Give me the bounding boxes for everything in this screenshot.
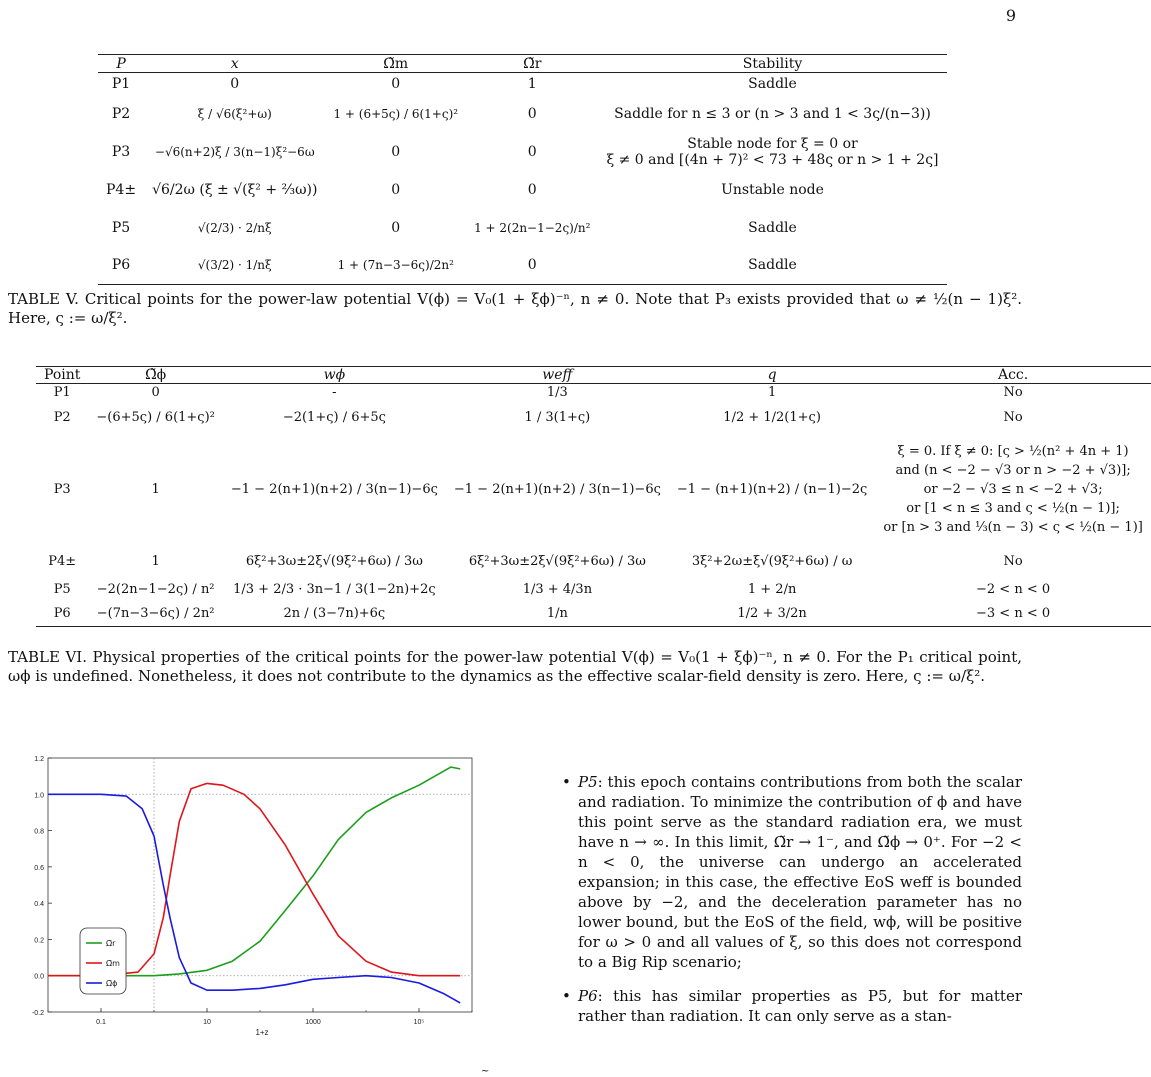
col-header-acc: Acc.: [997, 367, 1029, 383]
x-tick-label: 1000: [305, 1019, 321, 1026]
col-header-x: x: [230, 55, 239, 72]
table-caption: TABLE V. Critical points for the power-law potential V(ϕ) = V₀(1 + ξϕ)⁻ⁿ, n ≠ 0. Note that P₃ exists provided that ω ≠ ½(n − 1)ξ². Here, ς := ω/ξ².: [8, 290, 1022, 327]
x-tick-label: 0.1: [96, 1019, 106, 1026]
col-header-omega-phi: Ω̃ϕ: [145, 367, 167, 383]
x-axis-label: 1+z: [255, 1028, 269, 1037]
table-row: P1 0 - 1/3 1 No: [53, 384, 1023, 400]
x-tick-label: 10: [203, 1019, 211, 1026]
table-caption: TABLE VI. Physical properties of the critical points for the power-law potential V(ϕ) = V₀(1 + ξϕ)⁻ⁿ, n ≠ 0. For the P₁ critical point, ωϕ is undefined. Nonetheless, it does not contribute to the dynamics as the effective scalar-field density is zero. Here, ς := ω/ξ².: [8, 648, 1022, 685]
legend-label: Ω̃r: [106, 939, 116, 948]
y-tick-label: 0.8: [34, 828, 44, 836]
y-tick-label: 0.4: [34, 901, 44, 909]
table-physical-properties: [36, 366, 1151, 627]
x-tick-label: 10⁵: [413, 1019, 425, 1026]
y-tick-label: 0.0: [34, 973, 44, 981]
plot-svg: [10, 750, 480, 1072]
table-row: P3 1 −1 − 2(n+1)(n+2) / 3(n−1)−6ς −1 − 2(n+1)(n+2) / 3(n−1)−6ς −1 − (n+1)(n+2) / (n−1)−2ς ξ = 0. If ξ ≠ 0: [ς > ½(n² + 4n + 1) and (n < −2 − √3 or n > −2 + √3)]; or −2 − √3 ≤ n < −2 + √3; or [1 < n ≤ 3 and ς < ½(n − 1)]; or [n > 3 and ⅓(n − 3) < ς < ½(n − 1)]: [53, 444, 1143, 535]
text-column: [562, 772, 1022, 1040]
legend-label: Ω̃m: [106, 959, 120, 968]
table-row: P4± 1 6ξ²+3ω±2ξ√(9ξ²+6ω) / 3ω 6ξ²+3ω±2ξ√(9ξ²+6ω) / 3ω 3ξ²+2ω±ξ√(9ξ²+6ω) / ω No: [48, 554, 1023, 569]
density-parameter-plot: [10, 750, 480, 1072]
table-row: P2 ξ / √6(ξ²+ω) 1 + (6+5ς) / 6(1+ς)² 0 Saddle for n ≤ 3 or (n > 3 and 1 < 3ς/(n−3)): [111, 105, 931, 122]
y-tick-label: 1.2: [34, 756, 44, 763]
y-tick-label: -0.2: [31, 1010, 44, 1017]
table-row: P6 −(7n−3−6ς) / 2n² 2n / (3−7n)+6ς 1/n 1/2 + 3/2n −3 < n < 0: [36, 601, 1151, 627]
list-item: • P5: this epoch contains contributions from both the scalar and radiation. To minimize the contribution of ϕ and have this point serve as the standard radiation era, we must have n → ∞. In this limit, Ω̃r → 1⁻, and Ω̃ϕ → 0⁺. For −2 < n < 0, the universe can undergo an accelerated expansion; in this case, the effective EoS weff is bounded above by −2, and the deceleration parameter has no lower bound, but the EoS of the field, wϕ, will be positive for ω > 0 and all values of ξ, so this does not correspond to a Big Rip scenario;: [562, 772, 1022, 972]
col-header-w-eff: weff: [542, 367, 573, 383]
col-header-w-phi: wϕ: [323, 367, 346, 383]
col-header-omega-m: Ω̃m: [383, 55, 409, 72]
table-row: P1 0 0 1 Saddle: [111, 75, 797, 92]
table-row: P6 √(3/2) · 1/nξ 1 + (7n−3−6ς)/2n² 0 Saddle: [98, 247, 947, 285]
y-tick-label: 1.0: [34, 792, 44, 800]
legend-label: Ω̃ϕ: [106, 979, 118, 988]
page-number: 9: [1005, 6, 1016, 25]
col-header-point: Point: [44, 367, 81, 383]
list-item: • P6: this has similar properties as P5, but for matter rather than radiation. It can only serve as a stan-: [562, 986, 1022, 1026]
col-header-stability: Stability: [742, 55, 803, 72]
col-header-q: q: [767, 367, 777, 383]
table-row: P2 −(6+5ς) / 6(1+ς)² −2(1+ς) / 6+5ς 1 / 3(1+ς) 1/2 + 1/2(1+ς) No: [53, 410, 1023, 425]
col-header-omega-r: Ω̃r: [523, 55, 542, 72]
footer-symbol: ~: [481, 1066, 490, 1077]
table-row: P5 −2(2n−1−2ς) / n² 1/3 + 2/3 · 3n−1 / 3(1−2n)+2ς 1/3 + 4/3n 1 + 2/n −2 < n < 0: [53, 582, 1051, 597]
y-tick-label: 0.2: [34, 937, 44, 945]
table-row: P5 √(2/3) · 2/nξ 0 1 + 2(2n−1−2ς)/n² Saddle: [111, 219, 797, 236]
table-critical-points: [98, 54, 947, 285]
table-row: P3 −√6(n+2)ξ / 3(n−1)ξ²−6ω 0 0 Stable node for ξ = 0 or ξ ≠ 0 and [(4n + 7)² < 73 + 48ς or n > 1 + 2ς]: [111, 135, 939, 168]
table-row: P4± √6/2ω (ξ ± √(ξ² + ⅔ω)) 0 0 Unstable node: [106, 181, 824, 198]
y-tick-label: 0.6: [34, 864, 44, 872]
col-header-p: P: [116, 55, 126, 72]
